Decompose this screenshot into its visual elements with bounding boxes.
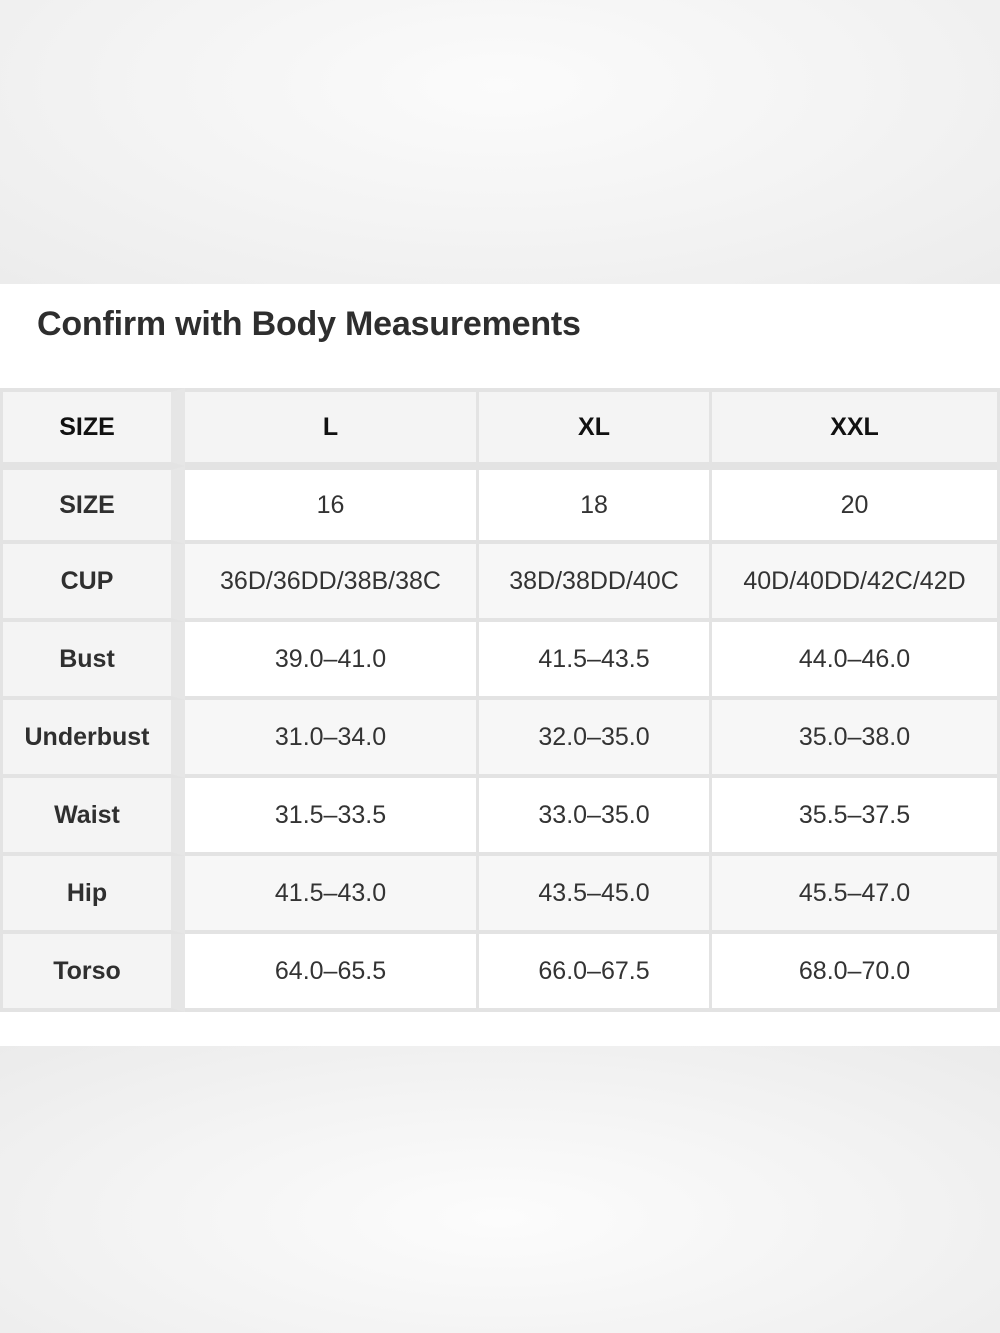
table-cell: 39.0–41.0 — [185, 622, 479, 700]
table-row-underbust — [0, 700, 1000, 778]
table-cell: 16 — [185, 466, 479, 544]
column-header-xxl: XXL — [712, 388, 1000, 466]
table-row-size — [0, 466, 1000, 544]
table-cell: 44.0–46.0 — [712, 622, 1000, 700]
table-row-waist — [0, 778, 1000, 856]
table-cell: 20 — [712, 466, 1000, 544]
table-cell: 33.0–35.0 — [479, 778, 712, 856]
header-size-label: SIZE — [0, 388, 185, 466]
table-cell: 66.0–67.5 — [479, 934, 712, 1012]
table-cell: 41.5–43.5 — [479, 622, 712, 700]
table-cell: 32.0–35.0 — [479, 700, 712, 778]
table-cell: 68.0–70.0 — [712, 934, 1000, 1012]
row-label-torso: Torso — [0, 934, 185, 1012]
row-label-cup: CUP — [0, 544, 185, 622]
table-cell: 18 — [479, 466, 712, 544]
table-row-cup — [0, 544, 1000, 622]
table-cell: 38D/38DD/40C — [479, 544, 712, 622]
table-cell: 45.5–47.0 — [712, 856, 1000, 934]
table-cell: 35.5–37.5 — [712, 778, 1000, 856]
size-chart-table — [0, 388, 1000, 1012]
row-label-bust: Bust — [0, 622, 185, 700]
table-cell: 40D/40DD/42C/42D — [712, 544, 1000, 622]
row-label-hip: Hip — [0, 856, 185, 934]
table-cell: 41.5–43.0 — [185, 856, 479, 934]
table-row-bust — [0, 622, 1000, 700]
table-row-torso — [0, 934, 1000, 1012]
page-title: Confirm with Body Measurements — [37, 305, 581, 343]
table-header-row — [0, 388, 1000, 466]
table-cell: 35.0–38.0 — [712, 700, 1000, 778]
top-backdrop — [0, 0, 1000, 284]
bottom-backdrop — [0, 1046, 1000, 1333]
column-header-l: L — [185, 388, 479, 466]
column-header-xl: XL — [479, 388, 712, 466]
row-label-size: SIZE — [0, 466, 185, 544]
table-cell: 31.5–33.5 — [185, 778, 479, 856]
table-cell: 36D/36DD/38B/38C — [185, 544, 479, 622]
table-cell: 31.0–34.0 — [185, 700, 479, 778]
table-row-hip — [0, 856, 1000, 934]
table-cell: 64.0–65.5 — [185, 934, 479, 1012]
row-label-waist: Waist — [0, 778, 185, 856]
table-cell: 43.5–45.0 — [479, 856, 712, 934]
row-label-underbust: Underbust — [0, 700, 185, 778]
